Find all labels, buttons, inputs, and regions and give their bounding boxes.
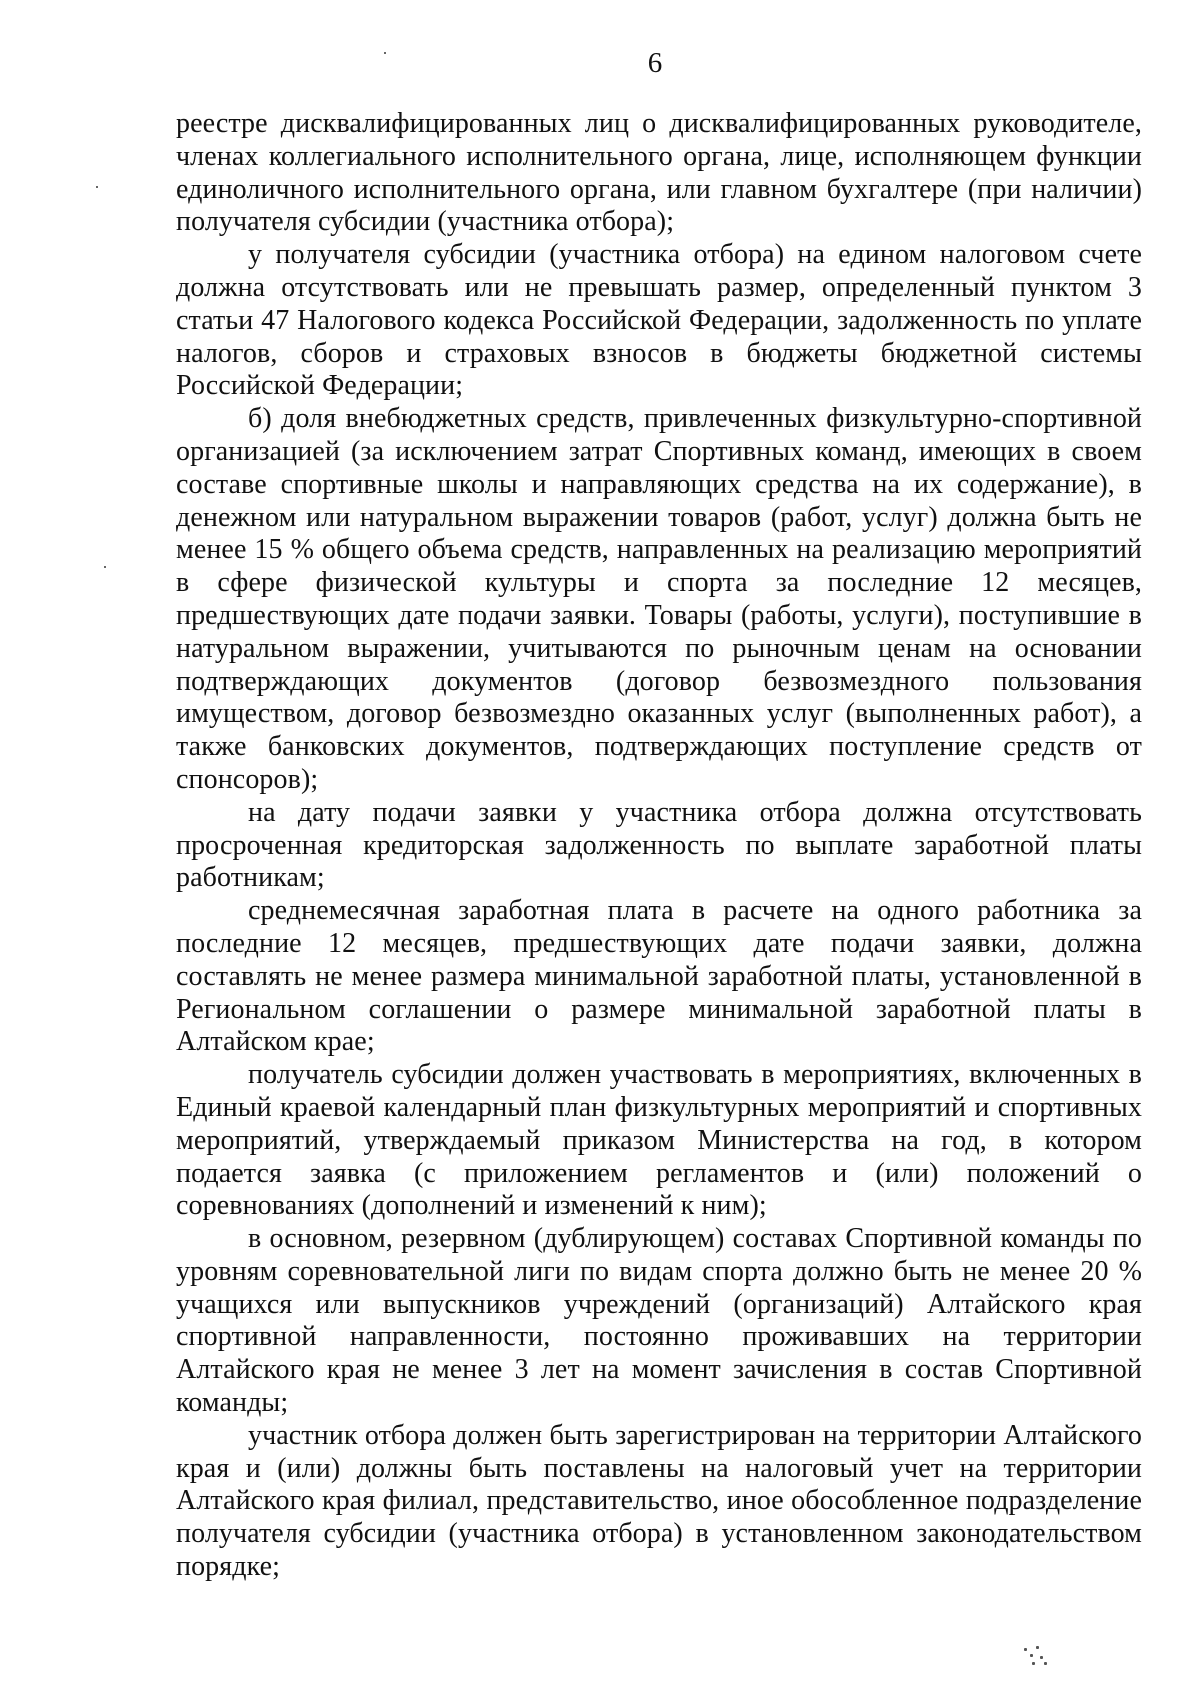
page-number: 6: [647, 47, 663, 79]
paragraph-tax-debt: у получателя субсидии (участника отбора) на едином налоговом счете должна отсутствовать или не превышать размер, определенный пунктом 3 статьи 47 Налогового кодекса Российской Федерации, задолженность по уплате налогов, сборов и страховых взносов в бюджеты бюджетной системы Российской Федерации;: [176, 239, 1142, 402]
scan-artifact-mark: [1022, 1642, 1050, 1668]
paragraph-average-salary: среднемесячная заработная плата в расчете на одного работника за последние 12 месяцев, предшествующих дате подачи заявки, должна составлять не менее размера минимальной заработной платы, установленной в Региональном соглашении о размере минимальной заработной платы в Алтайском крае;: [176, 895, 1142, 1058]
paragraph-registration: участник отбора должен быть зарегистрирован на территории Алтайского края и (или) должны быть поставлены на налоговый учет на территории Алтайского края филиал, представительство, иное обособленное подразделение получателя субсидии (участника отбора) в установленном законодательством порядке;: [176, 1419, 1142, 1583]
paragraph-extrabudgetary-share: б) доля внебюджетных средств, привлеченных физкультурно-спортивной организацией (за исключением затрат Спортивных команд, имеющих в своем составе спортивные школы и направляющих средства на их содержание), в денежном или натуральном выражении товаров (работ, услуг) должна быть не менее 15 % общего объема средств, направленных на реализацию мероприятий в сфере физической культуры и спорта за последние 12 месяцев, предшествующих дате подачи заявки. Товары (работы, услуги), поступившие в натуральном выражении, учитываются по рыночным ценам на основании подтверждающих документов (договор безвозмездного пользования имуществом, договор безвозмездно оказанных услуг (выполненных работ), а также банковских документов, подтверждающих поступление средств от спонсоров);: [176, 403, 1142, 795]
scan-speck: [96, 186, 98, 188]
scan-speck: [384, 52, 386, 54]
document-body: [176, 108, 1142, 1584]
paragraph-team-composition: в основном, резервном (дублирующем) составах Спортивной команды по уровням соревновательной лиги по видам спорта должно быть не менее 20 % учащихся или выпускников учреждений (организаций) Алтайского края спортивной направленности, постоянно проживавших на территории Алтайского края не менее 3 лет на момент зачисления в состав Спортивной команды;: [176, 1223, 1142, 1419]
paragraph-disqualified-registry: реестре дисквалифицированных лиц о дисквалифицированных руководителе, членах коллегиального исполнительного органа, лице, исполняющем функции единоличного исполнительного органа, или главном бухгалтере (при наличии) получателя субсидии (участника отбора);: [176, 108, 1142, 238]
scan-speck: [104, 566, 106, 568]
paragraph-calendar-plan-participation: получатель субсидии должен участвовать в мероприятиях, включенных в Единый краевой календарный план физкультурных мероприятий и спортивных мероприятий, утверждаемый приказом Министерства на год, в котором подается заявка (с приложением регламентов и (или) положений о соревнованиях (дополнений и изменений к ним);: [176, 1059, 1142, 1222]
paragraph-wage-arrears: на дату подачи заявки у участника отбора должна отсутствовать просроченная кредиторская задолженность по выплате заработной платы работникам;: [176, 796, 1142, 894]
